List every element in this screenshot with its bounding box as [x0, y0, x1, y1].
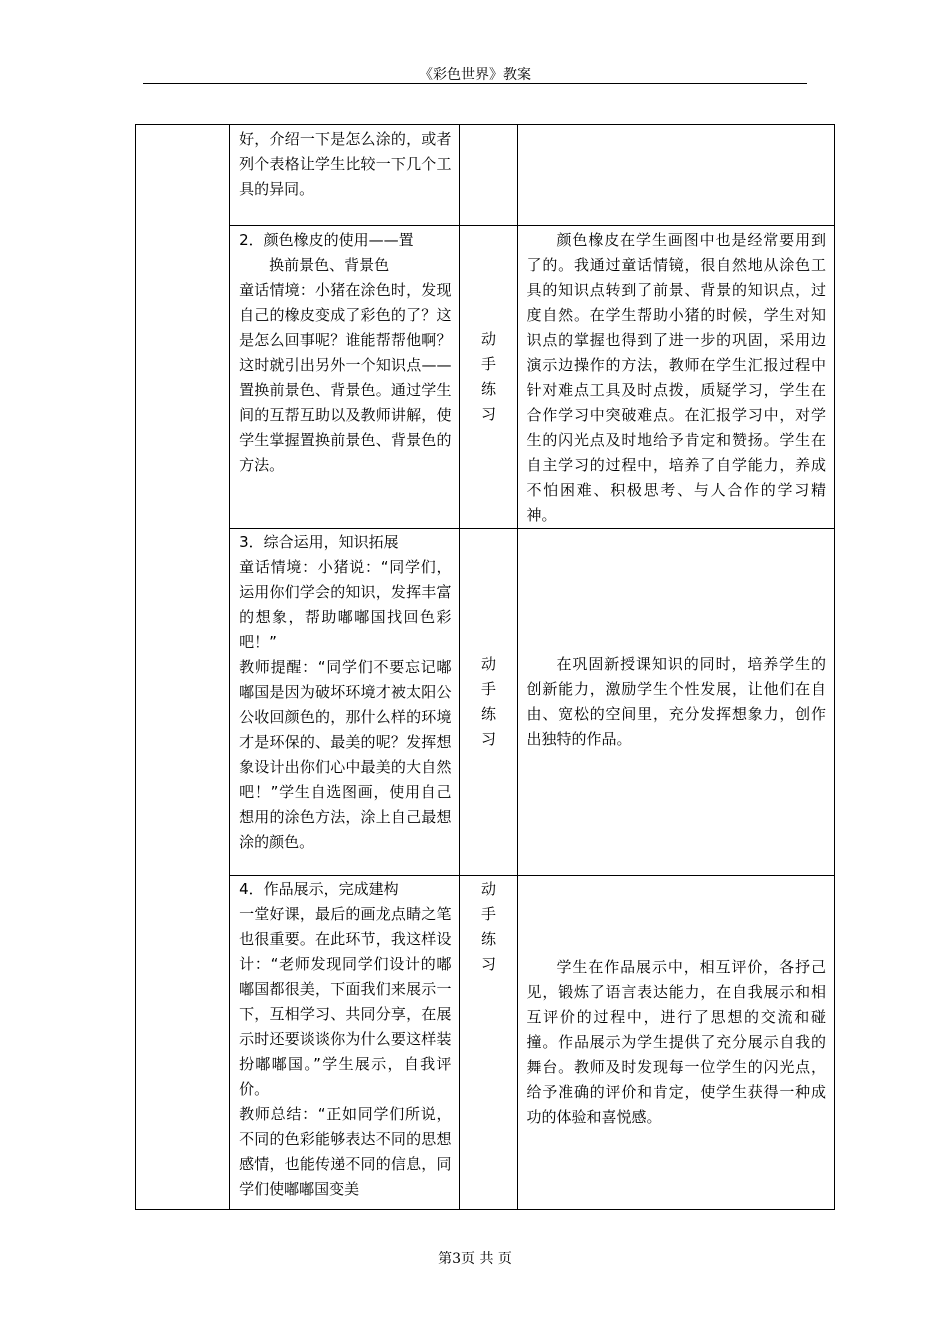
content-paragraph: 一堂好课，最后的画龙点睛之笔也很重要。在此环节，我这样设计：“老师发现同学们设计的嘟嘟国都很美，下面我们来展示一下，互相学习、共同分享，在展示时还要谈谈你为什么要这样装扮嘟嘟国。”学生展示，自我评价。 [239, 905, 452, 1098]
content-paragraph: 教师总结：“正如同学们所说，不同的色彩能够表达不同的思想感情，也能传递不同的信息，同学们使嘟嘟国变美 [239, 1105, 452, 1198]
method-char: 练 [480, 380, 496, 398]
table-row [136, 876, 835, 1210]
section-title: 3．综合运用，知识拓展 [239, 533, 399, 551]
purpose-cell [517, 529, 834, 876]
method-char: 习 [480, 955, 496, 973]
section-title: 4．作品展示，完成建构 [239, 880, 399, 898]
content-cell [230, 125, 460, 226]
method-char: 练 [480, 705, 496, 723]
page-header-title: 《彩色世界》教案 [419, 67, 531, 83]
content-paragraph: 童话情境：小猪在涂色时，发现自己的橡皮变成了彩色的了？这是怎么回事呢？谁能帮帮他啊？这时就引出另外一个知识点——置换前景色、背景色。通过学生间的互帮互助以及教师讲解，使学生掌握置换前景色、背景色的方法。 [239, 281, 452, 474]
content-cell [230, 876, 460, 1210]
purpose-cell [517, 226, 834, 529]
stage-cell [136, 125, 230, 1210]
method-char: 动 [480, 655, 496, 673]
section-title: 2．颜色橡皮的使用——置 [239, 231, 414, 249]
purpose-cell [517, 876, 834, 1210]
purpose-paragraph: 颜色橡皮在学生画图中也是经常要用到了的。我通过童话情镜，很自然地从涂色工具的知识点转到了前景、背景的知识点，过度自然。在学生帮助小猪的时候，学生对知识点的掌握也得到了进一步的巩固，采用边演示边操作的方法，教师在学生汇报过程中针对难点工具及时点拨，质疑学习，学生在合作学习中突破难点。在汇报学习中，对学生的闪光点及时地给予肯定和赞扬。学生在自主学习的过程中，培养了自学能力，养成不怕困难、积极思考、与人合作的学习精神。 [526, 231, 826, 524]
method-char: 手 [480, 680, 496, 698]
content-paragraph: 好，介绍一下是怎么涂的，或者列个表格让学生比较一下几个工具的异同。 [239, 130, 452, 198]
method-char: 手 [480, 355, 496, 373]
method-cell [460, 529, 517, 876]
purpose-paragraph: 在巩固新授课知识的同时，培养学生的创新能力，激励学生个性发展，让他们在自由、宽松的空间里，充分发挥想象力，创作出独特的作品。 [526, 655, 826, 748]
page-footer-page-number: 第3页 共 页 [438, 1251, 512, 1267]
method-char: 动 [480, 880, 496, 898]
content-paragraph: 童话情境：小猪说：“同学们，运用你们学会的知识，发挥丰富的想象，帮助嘟嘟国找回色彩吧！” [239, 558, 452, 651]
content-paragraph: 教师提醒：“同学们不要忘记嘟嘟国是因为破坏环境才被太阳公公收回颜色的，那什么样的环境才是环保的、最美的呢？发挥想象设计出你们心中最美的大自然吧！”学生自选图画，使用自己想用的涂色方法，涂上自己最想涂的颜色。 [239, 658, 452, 851]
method-cell [460, 876, 517, 1210]
method-char: 手 [480, 905, 496, 923]
lesson-plan-table [135, 124, 835, 1210]
method-char: 习 [480, 730, 496, 748]
method-cell [460, 226, 517, 529]
table-row [136, 226, 835, 529]
content-cell [230, 226, 460, 529]
content-cell [230, 529, 460, 876]
method-char: 习 [480, 405, 496, 423]
section-title-continued: 换前景色、背景色 [269, 256, 390, 274]
header-divider [143, 83, 807, 84]
purpose-paragraph: 学生在作品展示中，相互评价，各抒己见，锻炼了语言表达能力，在自我展示和相互评价的过程中，进行了思想的交流和碰撞。作品展示为学生提供了充分展示自我的舞台。教师及时发现每一位学生的闪光点，给予准确的评价和肯定，使学生获得一种成功的体验和喜悦感。 [526, 958, 826, 1126]
method-cell [460, 125, 517, 226]
method-char: 动 [480, 330, 496, 348]
table-row [136, 125, 835, 226]
method-char: 练 [480, 930, 496, 948]
purpose-cell [517, 125, 834, 226]
table-row [136, 529, 835, 876]
